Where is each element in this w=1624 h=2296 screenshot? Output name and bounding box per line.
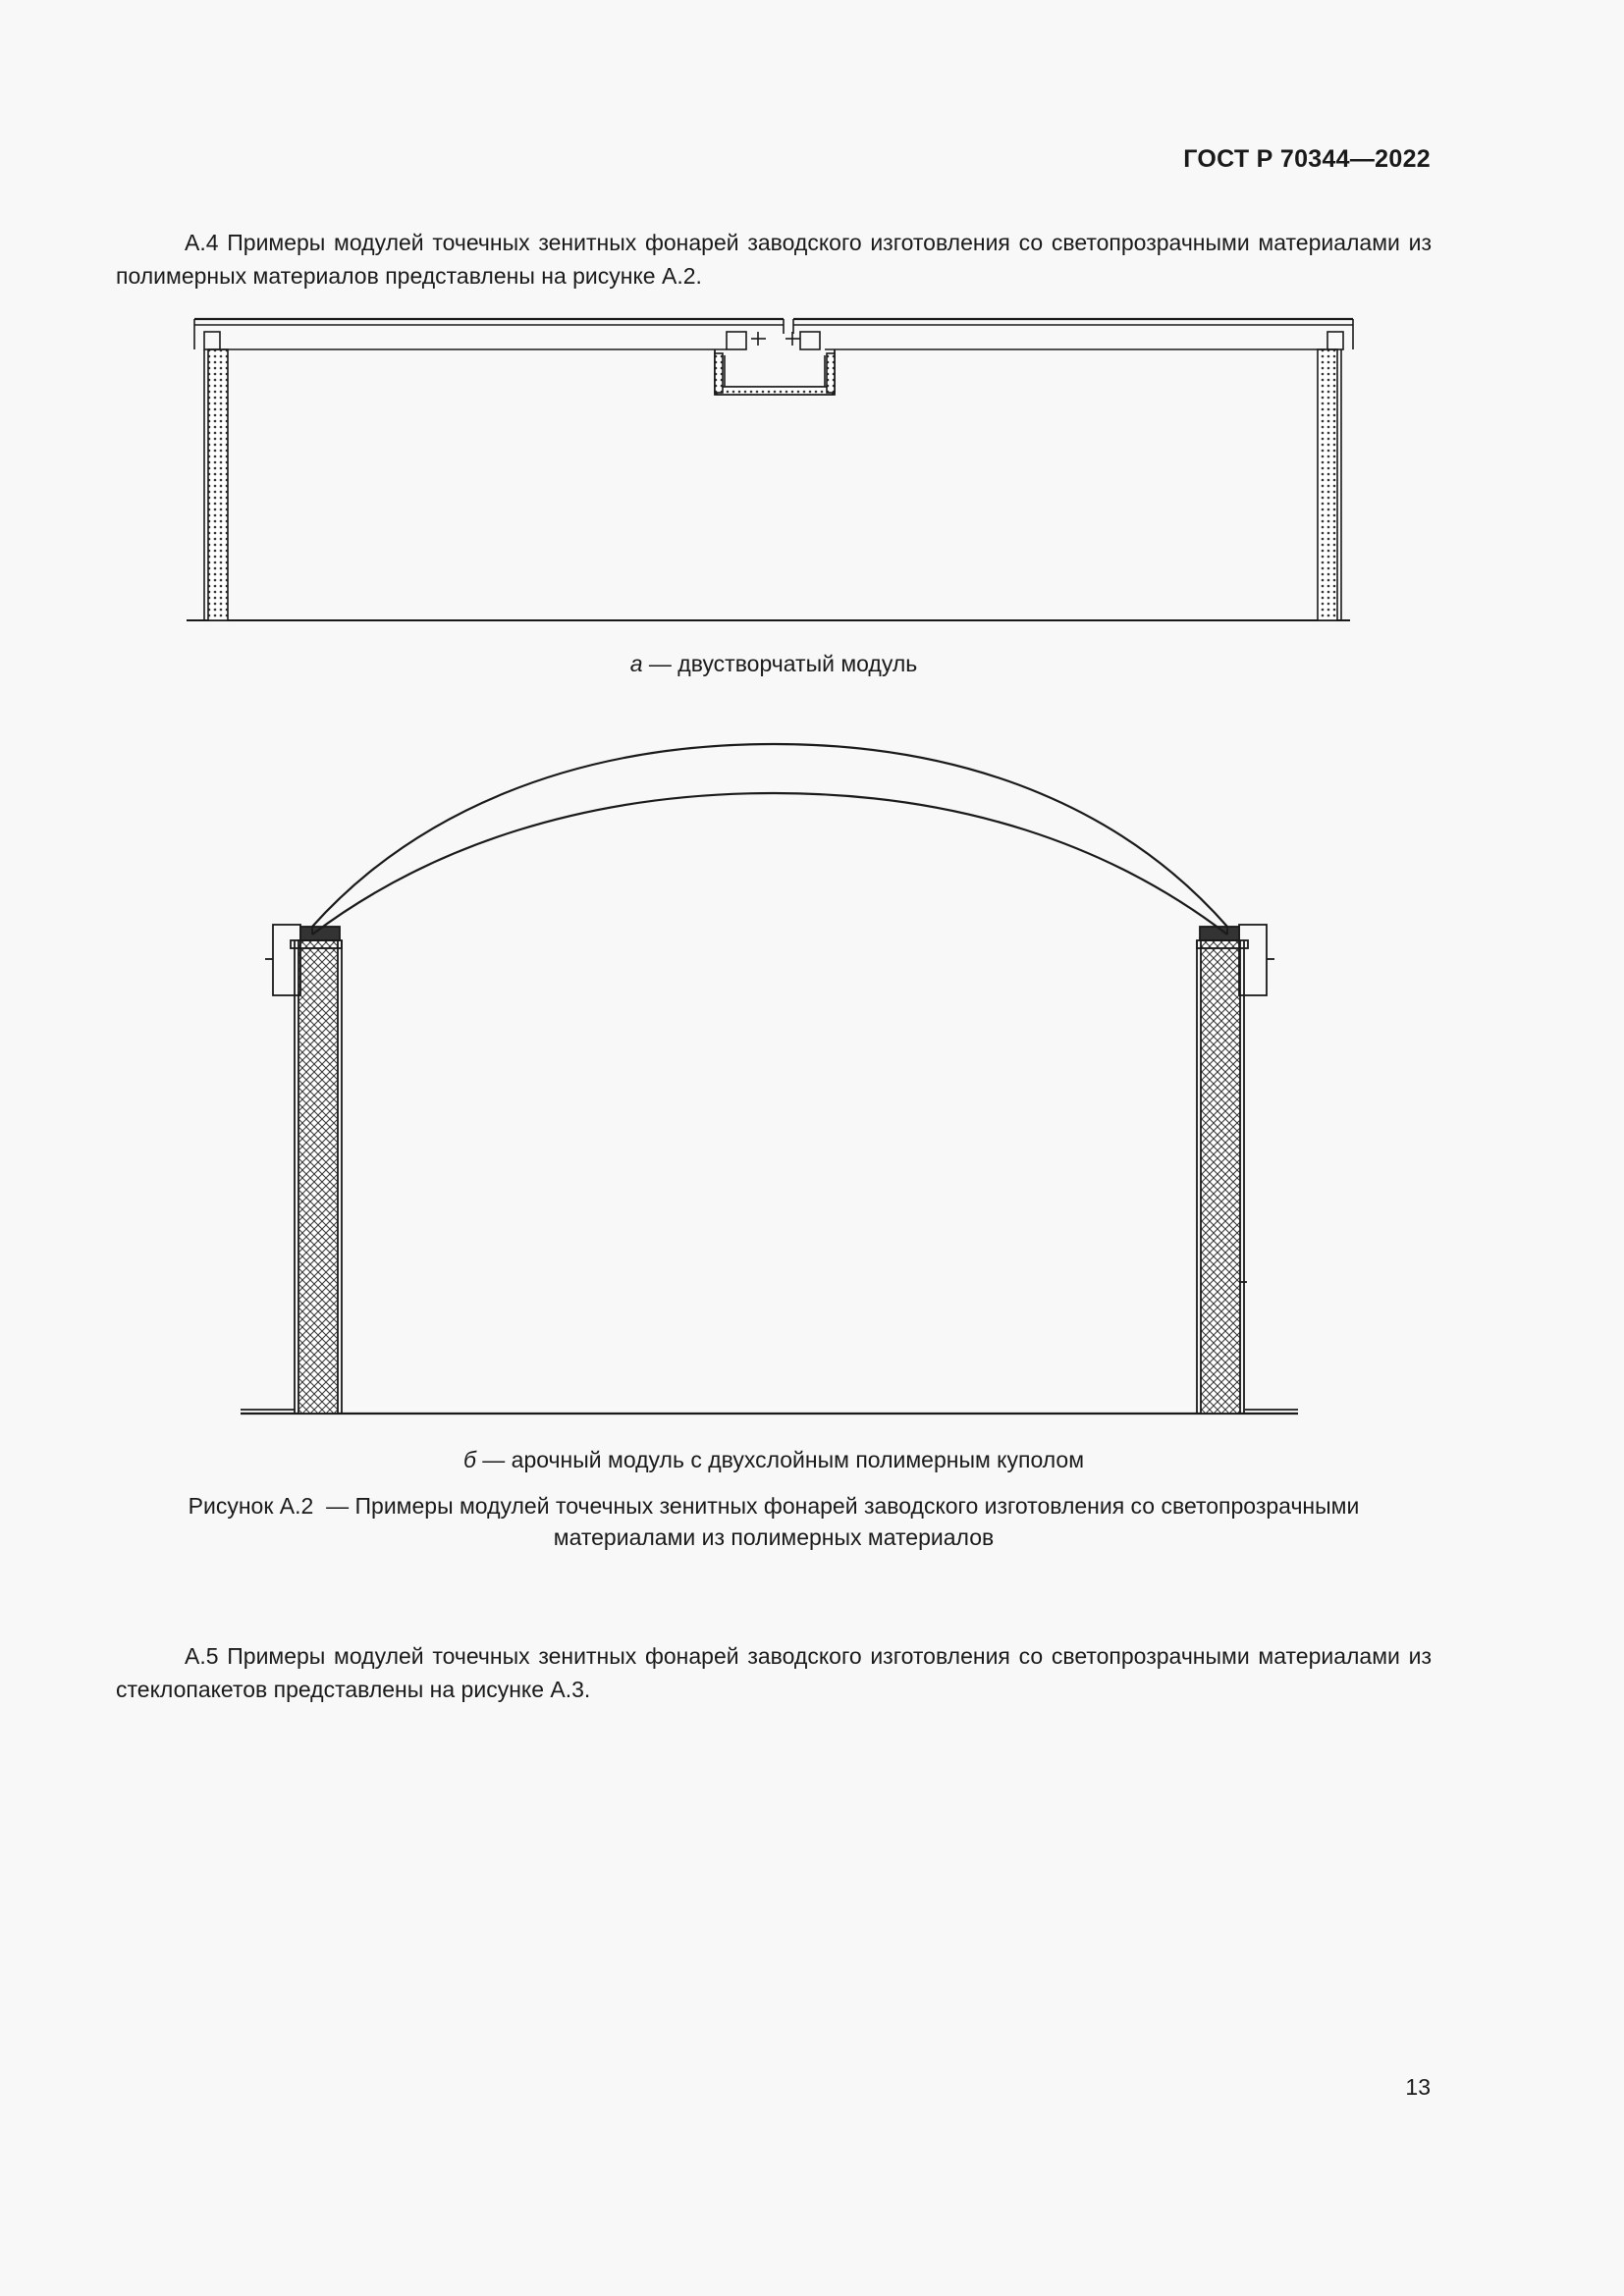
figure-title — [118, 1490, 1430, 1553]
figure-title-line1: Рисунок А.2 — Примеры модулей точечных зенитных фонарей заводского изготовления со светопрозрачными — [188, 1493, 1360, 1519]
subcaption-a — [116, 648, 1432, 679]
document-id: ГОСТ Р 70344—2022 — [1183, 145, 1431, 173]
subcaption-a-letter: а — [629, 651, 643, 676]
drawing-two-leaf-module — [187, 319, 1353, 620]
subcaption-b-letter: б — [462, 1447, 476, 1472]
page-number: 13 — [1405, 2074, 1431, 2100]
subcaption-a-text: — двустворчатый модуль — [642, 651, 918, 676]
subcaption-b-text: — арочный модуль с двухслойным полимерным куполом — [475, 1447, 1085, 1472]
paragraph-a4: А.4 Примеры модулей точечных зенитных фонарей заводского изготовления со светопрозрачными материалами из полимерных материалов представлены на рисунке А.2. — [116, 230, 1432, 289]
paragraph-a5: А.5 Примеры модулей точечных зенитных фонарей заводского изготовления со светопрозрачными материалами из стеклопакетов представлены на рисунке А.3. — [116, 1643, 1432, 1702]
drawing-arched-module — [241, 744, 1298, 1414]
subcaption-b — [116, 1444, 1432, 1475]
figure-title-line2: материалами из полимерных материалов — [553, 1524, 995, 1550]
